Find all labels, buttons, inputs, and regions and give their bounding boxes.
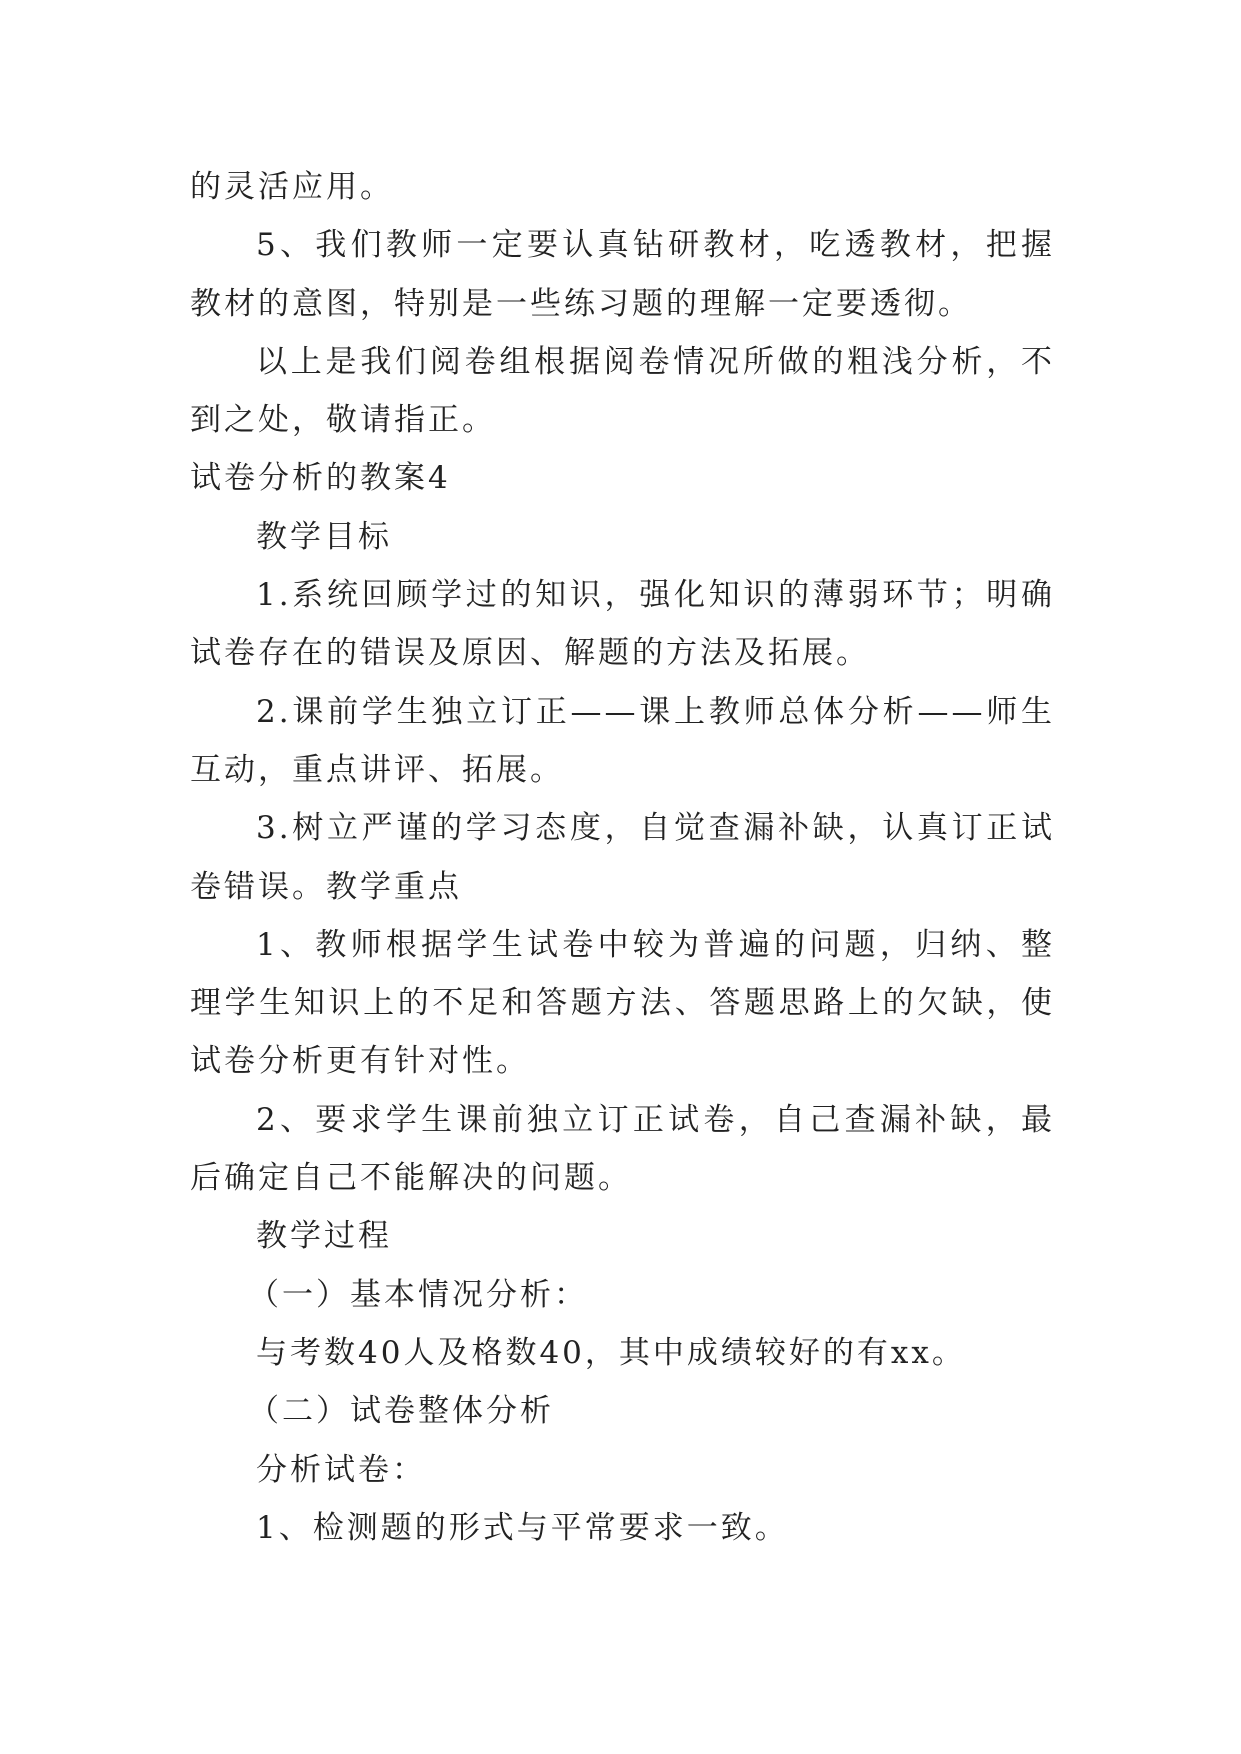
paragraph-continuation: 的灵活应用。	[190, 169, 394, 205]
process-overall-analysis: （二）试卷整体分析	[248, 1393, 554, 1430]
subheading-teaching-process: 教学过程	[256, 1218, 392, 1255]
focus-item-2: 2、要求学生课前独立订正试卷，自己查漏补缺，最后确定自己不能解决的问题。	[190, 1101, 1055, 1197]
process-exam-stats: 与考数40人及格数40，其中成绩较好的有xx。	[256, 1334, 966, 1371]
goal-item-2: 2.课前学生独立订正——课上教师总体分析——师生互动，重点讲评、拓展。	[190, 693, 1055, 788]
paragraph-point-5: 5、我们教师一定要认真钻研教材，吃透教材，把握教材的意图，特别是一些练习题的理解一定要透彻。	[190, 227, 1055, 322]
subheading-teaching-goals: 教学目标	[256, 518, 392, 555]
process-basic-analysis: （一）基本情况分析：	[248, 1276, 588, 1313]
goal-item-3: 3.树立严谨的学习态度，自觉查漏补缺，认真订正试卷错误。教学重点	[190, 810, 1055, 905]
process-item-1: 1、检测题的形式与平常要求一致。	[256, 1509, 789, 1546]
document-body	[190, 158, 1055, 1557]
paragraph-conclusion: 以上是我们阅卷组根据阅卷情况所做的粗浅分析，不到之处，敬请指正。	[190, 343, 1055, 439]
goal-item-1: 1.系统回顾学过的知识，强化知识的薄弱环节；明确试卷存在的错误及原因、解题的方法及拓展。	[190, 577, 1055, 672]
focus-item-1: 1、教师根据学生试卷中较为普遍的问题，归纳、整理学生知识上的不足和答题方法、答题思路上的欠缺，使试卷分析更有针对性。	[190, 926, 1055, 1080]
process-analyze-paper: 分析试卷：	[256, 1451, 426, 1488]
section-heading: 试卷分析的教案4	[190, 460, 451, 497]
